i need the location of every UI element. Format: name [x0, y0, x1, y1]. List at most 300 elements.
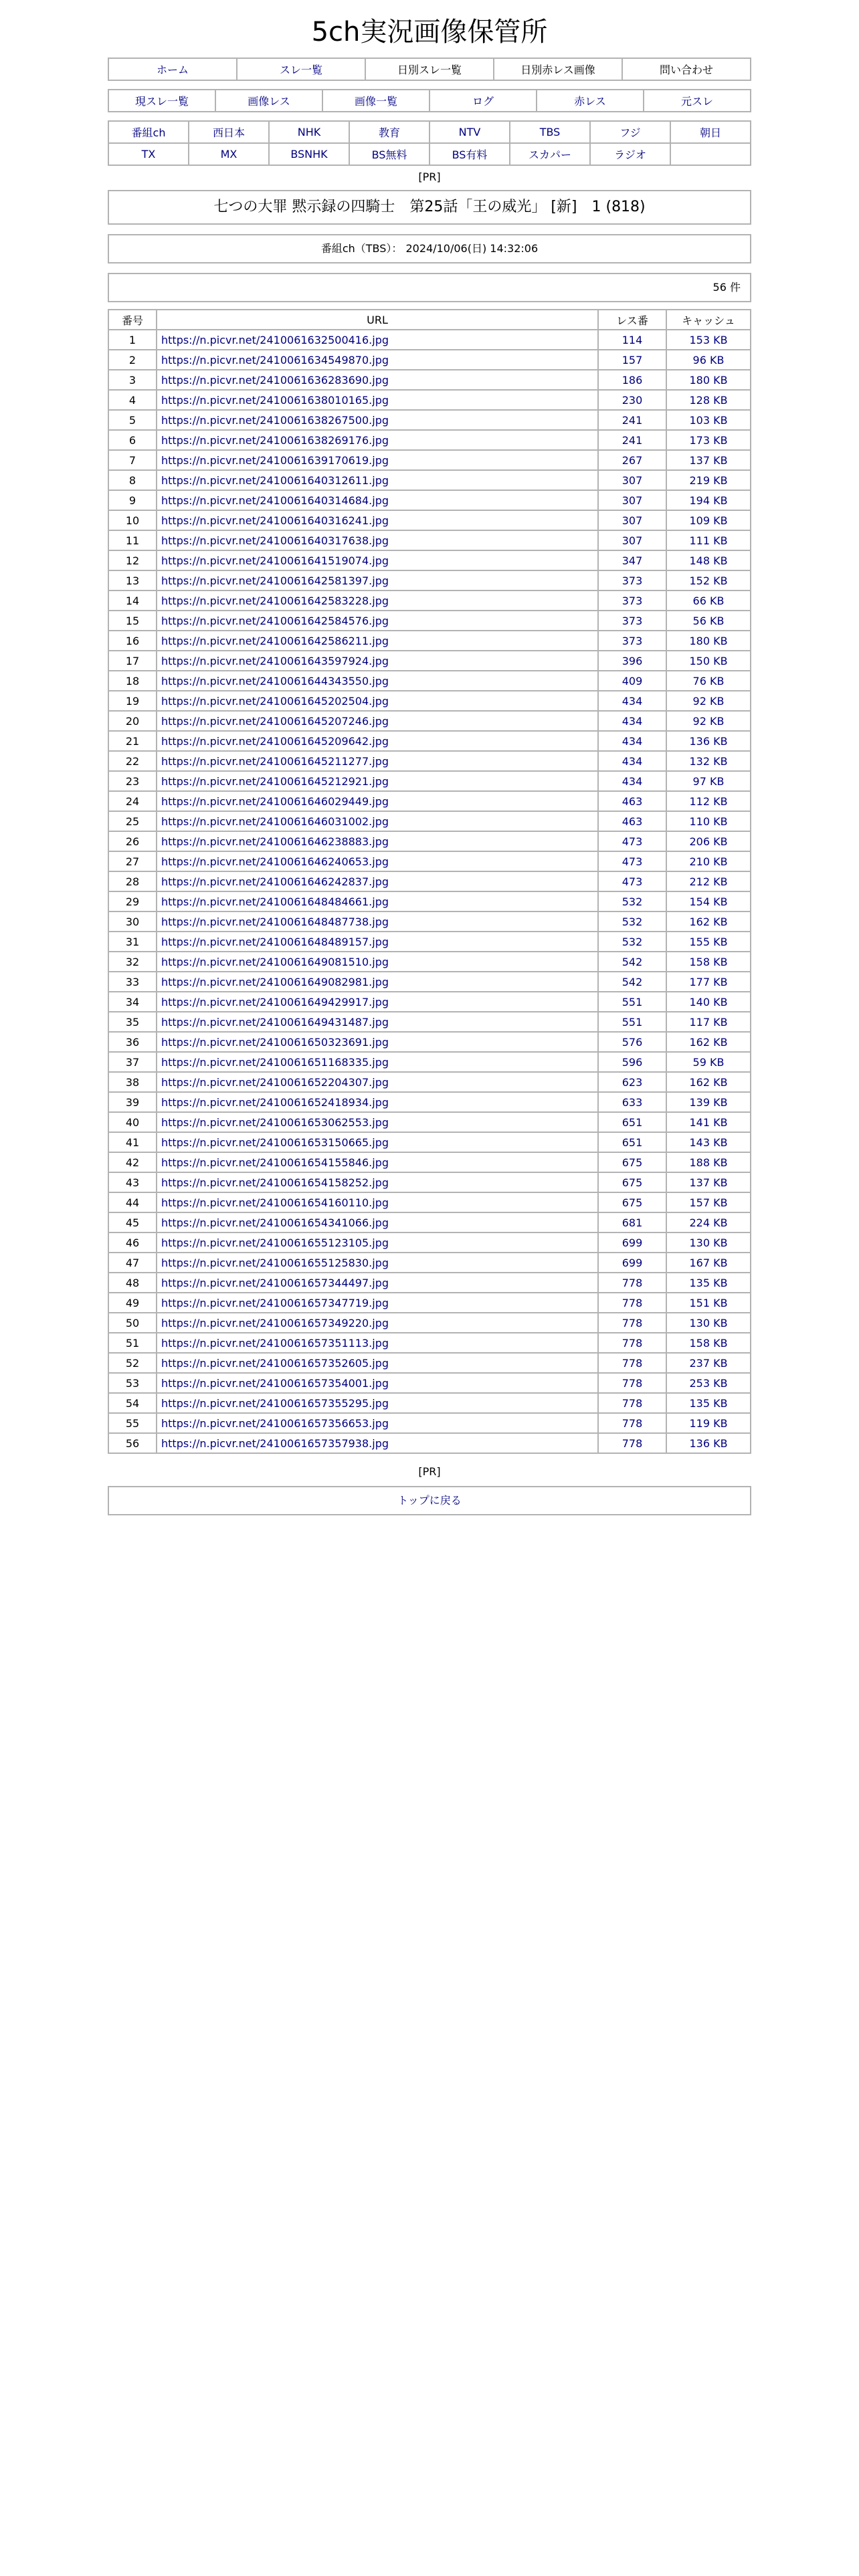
res-number-link[interactable]: 157 — [622, 353, 643, 366]
cache-link[interactable]: 96 KB — [692, 353, 725, 366]
image-url-link[interactable]: https://n.picvr.net/2410061649429917.jpg — [161, 995, 389, 1008]
table-row — [108, 1152, 751, 1172]
channel-link[interactable]: 番組ch — [131, 126, 166, 139]
image-url-link-cell — [157, 470, 598, 490]
cache-link-cell — [666, 1132, 751, 1152]
nav-thread-list-link[interactable]: スレ一覧 — [279, 64, 322, 76]
res-number-link[interactable]: 532 — [622, 935, 643, 948]
back-to-top-link[interactable]: トップに戻る — [397, 1494, 462, 1507]
cache-link[interactable]: 154 KB — [689, 895, 728, 908]
res-number-link[interactable]: 675 — [622, 1176, 643, 1189]
image-url-link[interactable]: https://n.picvr.net/2410061640314684.jpg — [161, 494, 389, 507]
table-row — [108, 831, 751, 851]
res-number-link[interactable]: 651 — [622, 1115, 643, 1129]
cache-link[interactable]: 173 KB — [689, 433, 728, 447]
subnav-image-list-link[interactable]: 画像一覧 — [354, 95, 397, 108]
res-number-link[interactable]: 778 — [622, 1356, 643, 1370]
cache-link[interactable]: 143 KB — [689, 1136, 728, 1149]
image-url-link[interactable]: https://n.picvr.net/2410061638010165.jpg — [161, 393, 389, 407]
res-number-link-cell — [598, 1212, 666, 1232]
res-number-link-cell — [598, 1072, 666, 1092]
image-url-link[interactable]: https://n.picvr.net/2410061650323691.jpg — [161, 1035, 389, 1049]
image-url-link[interactable]: https://n.picvr.net/2410061655123105.jpg — [161, 1236, 389, 1249]
res-number-link[interactable]: 623 — [622, 1075, 643, 1089]
res-number-link[interactable]: 373 — [622, 614, 643, 627]
image-url-link[interactable]: https://n.picvr.net/2410061657344497.jpg — [161, 1276, 389, 1289]
table-row — [108, 952, 751, 972]
channel-link[interactable]: MX — [220, 148, 237, 160]
table-row — [108, 1293, 751, 1313]
image-url-link-cell — [157, 911, 598, 932]
cache-link-cell — [666, 1313, 751, 1333]
cache-link-cell — [666, 1112, 751, 1132]
cache-link-cell — [666, 1052, 751, 1072]
cache-link-cell — [666, 972, 751, 992]
image-url-link-cell — [157, 1433, 598, 1453]
cache-link[interactable]: 117 KB — [689, 1015, 728, 1029]
channel-cell — [510, 121, 590, 143]
channel-link[interactable]: 朝日 — [699, 126, 721, 139]
image-url-link-cell — [157, 1032, 598, 1052]
image-url-link[interactable]: https://n.picvr.net/2410061646240653.jpg — [161, 855, 389, 868]
cache-link-cell — [666, 791, 751, 811]
row-number-cell: 56 — [108, 1433, 157, 1453]
cache-link[interactable]: 135 KB — [689, 1276, 728, 1289]
res-number-link[interactable]: 532 — [622, 915, 643, 928]
res-number-link[interactable]: 373 — [622, 634, 643, 647]
res-number-link[interactable]: 778 — [622, 1396, 643, 1410]
res-number-link[interactable]: 473 — [622, 855, 643, 868]
nav-home-link[interactable]: ホーム — [156, 64, 189, 76]
res-number-link-cell — [598, 671, 666, 691]
image-url-link[interactable]: https://n.picvr.net/2410061657351113.jpg — [161, 1336, 389, 1350]
image-url-link-cell — [157, 370, 598, 390]
cache-link-cell — [666, 1012, 751, 1032]
cache-link-cell — [666, 631, 751, 651]
cache-link-cell — [666, 1253, 751, 1273]
image-url-link-cell — [157, 791, 598, 811]
cache-link[interactable]: 111 KB — [689, 534, 728, 547]
cache-link[interactable]: 130 KB — [689, 1316, 728, 1329]
res-number-link[interactable]: 675 — [622, 1156, 643, 1169]
cache-link[interactable]: 136 KB — [689, 1436, 728, 1450]
cache-link[interactable]: 188 KB — [689, 1156, 728, 1169]
cache-link[interactable]: 167 KB — [689, 1256, 728, 1269]
image-url-link[interactable]: https://n.picvr.net/2410061649081510.jpg — [161, 955, 389, 968]
row-number-cell: 8 — [108, 470, 157, 490]
res-number-link[interactable]: 596 — [622, 1055, 643, 1069]
channel-link[interactable]: ラジオ — [613, 148, 646, 161]
channel-link[interactable]: TX — [141, 148, 156, 160]
res-number-link[interactable]: 434 — [622, 734, 643, 748]
cache-link[interactable]: 224 KB — [689, 1216, 728, 1229]
table-row — [108, 871, 751, 891]
image-url-link[interactable]: https://n.picvr.net/2410061655125830.jpg — [161, 1256, 389, 1269]
res-number-link-cell — [598, 1132, 666, 1152]
image-url-link-cell — [157, 350, 598, 370]
table-row — [108, 1313, 751, 1333]
image-url-link[interactable]: https://n.picvr.net/2410061636283690.jpg — [161, 373, 389, 387]
res-number-link-cell — [598, 731, 666, 751]
res-number-link[interactable]: 463 — [622, 815, 643, 828]
res-number-link[interactable]: 778 — [622, 1376, 643, 1390]
table-row — [108, 1212, 751, 1232]
cache-link[interactable]: 76 KB — [692, 674, 725, 687]
table-row — [108, 972, 751, 992]
table-row — [108, 330, 751, 350]
nav-daily-thread-list-label: 日別スレ一覧 — [397, 64, 462, 76]
image-url-link-cell — [157, 1393, 598, 1413]
channel-link[interactable]: 西日本 — [212, 126, 245, 139]
cache-link[interactable]: 157 KB — [689, 1196, 728, 1209]
image-url-link[interactable]: https://n.picvr.net/2410061657357938.jpg — [161, 1436, 389, 1450]
res-number-link[interactable]: 241 — [622, 433, 643, 447]
cache-link[interactable]: 158 KB — [689, 1336, 728, 1350]
table-row — [108, 771, 751, 791]
res-number-link-cell — [598, 611, 666, 631]
image-table — [108, 309, 751, 1454]
res-number-link[interactable]: 409 — [622, 674, 643, 687]
image-url-link-cell — [157, 390, 598, 410]
cache-link[interactable]: 66 KB — [692, 594, 725, 607]
subnav-current-threads-link[interactable]: 現スレ一覧 — [134, 95, 189, 108]
cache-link-cell — [666, 1293, 751, 1313]
cache-link[interactable]: 119 KB — [689, 1416, 728, 1430]
image-url-link[interactable]: https://n.picvr.net/2410061653150665.jpg — [161, 1136, 389, 1149]
res-number-link[interactable]: 675 — [622, 1196, 643, 1209]
channel-cell — [189, 143, 269, 165]
image-url-link[interactable]: https://n.picvr.net/2410061654160110.jpg — [161, 1196, 389, 1209]
res-number-link[interactable]: 307 — [622, 494, 643, 507]
res-number-link[interactable]: 230 — [622, 393, 643, 407]
table-row — [108, 891, 751, 911]
image-url-link[interactable]: https://n.picvr.net/2410061654155846.jpg — [161, 1156, 389, 1169]
cache-link-cell — [666, 891, 751, 911]
cache-link[interactable]: 162 KB — [689, 1075, 728, 1089]
cache-link[interactable]: 59 KB — [692, 1055, 725, 1069]
channel-cell — [510, 143, 590, 165]
res-number-link[interactable]: 307 — [622, 534, 643, 547]
image-url-link[interactable]: https://n.picvr.net/2410061640312611.jpg — [161, 473, 389, 487]
cache-link[interactable]: 206 KB — [689, 835, 728, 848]
cache-link-cell — [666, 570, 751, 591]
cache-link[interactable]: 162 KB — [689, 915, 728, 928]
cache-link[interactable]: 177 KB — [689, 975, 728, 988]
image-url-link-cell — [157, 1052, 598, 1072]
cache-link[interactable]: 132 KB — [689, 754, 728, 768]
image-url-link[interactable]: https://n.picvr.net/2410061644343550.jpg — [161, 674, 389, 687]
image-url-link[interactable]: https://n.picvr.net/2410061654341066.jpg — [161, 1216, 389, 1229]
res-number-link[interactable]: 396 — [622, 654, 643, 667]
res-number-link[interactable]: 778 — [622, 1336, 643, 1350]
cache-link[interactable]: 135 KB — [689, 1396, 728, 1410]
res-number-link[interactable]: 681 — [622, 1216, 643, 1229]
res-number-link-cell — [598, 430, 666, 450]
cache-link[interactable]: 155 KB — [689, 935, 728, 948]
image-url-link[interactable]: https://n.picvr.net/2410061646029449.jpg — [161, 794, 389, 808]
channel-link[interactable]: BS無料 — [371, 148, 407, 161]
cache-link[interactable]: 110 KB — [689, 815, 728, 828]
res-number-link[interactable]: 473 — [622, 875, 643, 888]
res-number-link[interactable]: 699 — [622, 1236, 643, 1249]
image-url-link[interactable]: https://n.picvr.net/2410061657354001.jpg — [161, 1376, 389, 1390]
image-url-link[interactable]: https://n.picvr.net/2410061646242837.jpg — [161, 875, 389, 888]
res-number-link-cell — [598, 711, 666, 731]
channel-link[interactable]: フジ — [619, 126, 641, 139]
table-row — [108, 1433, 751, 1453]
cache-link-cell — [666, 1273, 751, 1293]
image-url-link[interactable]: https://n.picvr.net/2410061645207246.jpg — [161, 714, 389, 728]
res-number-link[interactable]: 778 — [622, 1436, 643, 1450]
nav-thread-list-cell — [237, 58, 365, 80]
nav-contact-label: 問い合わせ — [659, 64, 713, 76]
image-url-link[interactable]: https://n.picvr.net/2410061649082981.jpg — [161, 975, 389, 988]
row-number-cell: 37 — [108, 1052, 157, 1072]
image-url-link[interactable]: https://n.picvr.net/2410061646238883.jpg — [161, 835, 389, 848]
image-url-link[interactable]: https://n.picvr.net/2410061642583228.jpg — [161, 594, 389, 607]
res-number-link[interactable]: 186 — [622, 373, 643, 387]
cache-link[interactable]: 210 KB — [689, 855, 728, 868]
res-number-link-cell — [598, 570, 666, 591]
res-number-link[interactable]: 241 — [622, 413, 643, 427]
image-url-link-cell — [157, 891, 598, 911]
res-number-link[interactable]: 576 — [622, 1035, 643, 1049]
image-url-link[interactable]: https://n.picvr.net/2410061645209642.jpg — [161, 734, 389, 748]
res-number-link-cell — [598, 1273, 666, 1293]
res-number-link[interactable]: 307 — [622, 473, 643, 487]
cache-link[interactable]: 92 KB — [692, 714, 725, 728]
res-number-link[interactable]: 463 — [622, 794, 643, 808]
cache-link[interactable]: 219 KB — [689, 473, 728, 487]
cache-link[interactable]: 153 KB — [689, 333, 728, 346]
image-url-link-cell — [157, 330, 598, 350]
res-number-link[interactable]: 778 — [622, 1276, 643, 1289]
channel-cell — [349, 121, 430, 143]
image-url-link-cell — [157, 1212, 598, 1232]
cache-link[interactable]: 162 KB — [689, 1035, 728, 1049]
image-url-link[interactable]: https://n.picvr.net/2410061653062553.jpg — [161, 1115, 389, 1129]
cache-link-cell — [666, 1152, 751, 1172]
res-number-link[interactable]: 434 — [622, 754, 643, 768]
res-number-link[interactable]: 434 — [622, 774, 643, 788]
image-url-link[interactable]: https://n.picvr.net/2410061652204307.jpg — [161, 1075, 389, 1089]
back-to-top-box — [108, 1486, 751, 1515]
table-row — [108, 811, 751, 831]
res-number-link[interactable]: 532 — [622, 895, 643, 908]
res-number-link[interactable]: 778 — [622, 1296, 643, 1309]
subnav-red-res-link[interactable]: 赤レス — [574, 95, 606, 108]
res-number-link[interactable]: 373 — [622, 594, 643, 607]
image-url-link-cell — [157, 831, 598, 851]
res-number-link[interactable]: 778 — [622, 1416, 643, 1430]
cache-link[interactable]: 253 KB — [689, 1376, 728, 1390]
row-number-cell: 29 — [108, 891, 157, 911]
res-number-link[interactable]: 434 — [622, 714, 643, 728]
image-url-link[interactable]: https://n.picvr.net/2410061648484661.jpg — [161, 895, 389, 908]
res-number-link[interactable]: 551 — [622, 1015, 643, 1029]
image-url-link[interactable]: https://n.picvr.net/2410061632500416.jpg — [161, 333, 389, 346]
channel-link[interactable]: 教育 — [378, 126, 400, 139]
channel-cell-empty — [670, 143, 751, 165]
image-url-link[interactable]: https://n.picvr.net/2410061643597924.jpg — [161, 654, 389, 667]
cache-link[interactable]: 103 KB — [689, 413, 728, 427]
table-row — [108, 911, 751, 932]
res-number-link[interactable]: 778 — [622, 1316, 643, 1329]
image-url-link[interactable]: https://n.picvr.net/2410061657349220.jpg — [161, 1316, 389, 1329]
row-number-cell: 2 — [108, 350, 157, 370]
res-number-link[interactable]: 651 — [622, 1136, 643, 1149]
cache-link[interactable]: 152 KB — [689, 574, 728, 587]
row-number-cell: 51 — [108, 1333, 157, 1353]
image-url-link[interactable]: https://n.picvr.net/2410061646031002.jpg — [161, 815, 389, 828]
cache-link-cell — [666, 350, 751, 370]
res-number-link-cell — [598, 1393, 666, 1413]
res-number-link[interactable]: 373 — [622, 574, 643, 587]
image-url-link-cell — [157, 851, 598, 871]
table-row — [108, 1072, 751, 1092]
row-number-cell: 50 — [108, 1313, 157, 1333]
row-number-cell: 25 — [108, 811, 157, 831]
thread-title: 七つの大罪 黙示録の四騎士 第25話「王の威光」 [新] 1 (818) — [108, 190, 751, 225]
image-url-link[interactable]: https://n.picvr.net/2410061648489157.jpg — [161, 935, 389, 948]
channel-link[interactable]: スカパー — [528, 148, 571, 161]
cache-link[interactable]: 137 KB — [689, 453, 728, 467]
row-number-cell: 44 — [108, 1192, 157, 1212]
cache-link[interactable]: 140 KB — [689, 995, 728, 1008]
row-number-cell: 5 — [108, 410, 157, 430]
image-url-link-cell — [157, 1072, 598, 1092]
cache-link[interactable]: 194 KB — [689, 494, 728, 507]
image-url-link-cell — [157, 530, 598, 550]
image-url-link[interactable]: https://n.picvr.net/2410061657355295.jpg — [161, 1396, 389, 1410]
res-number-link[interactable]: 267 — [622, 453, 643, 467]
cache-link[interactable]: 150 KB — [689, 654, 728, 667]
table-row — [108, 731, 751, 751]
res-number-link[interactable]: 347 — [622, 554, 643, 567]
image-url-link[interactable]: https://n.picvr.net/2410061657356653.jpg — [161, 1416, 389, 1430]
image-url-link[interactable]: https://n.picvr.net/2410061639170619.jpg — [161, 453, 389, 467]
res-number-link-cell — [598, 631, 666, 651]
image-url-link[interactable]: https://n.picvr.net/2410061642581397.jpg — [161, 574, 389, 587]
res-number-link[interactable]: 434 — [622, 694, 643, 708]
row-number-cell: 9 — [108, 490, 157, 510]
cache-link[interactable]: 148 KB — [689, 554, 728, 567]
image-url-link[interactable]: https://n.picvr.net/2410061638269176.jpg — [161, 433, 389, 447]
page-container — [108, 0, 751, 1515]
image-url-link[interactable]: https://n.picvr.net/2410061641519074.jpg — [161, 554, 389, 567]
subnav-log-link[interactable]: ログ — [472, 95, 494, 108]
channel-link[interactable]: NTV — [458, 126, 481, 138]
image-url-link[interactable]: https://n.picvr.net/2410061651168335.jpg — [161, 1055, 389, 1069]
cache-link-cell — [666, 731, 751, 751]
image-url-link[interactable]: https://n.picvr.net/2410061645202504.jpg — [161, 694, 389, 708]
cache-link-cell — [666, 1072, 751, 1092]
channel-link[interactable]: BSNHK — [290, 148, 328, 160]
cache-link[interactable]: 180 KB — [689, 634, 728, 647]
res-number-link[interactable]: 633 — [622, 1095, 643, 1109]
table-row — [108, 611, 751, 631]
image-url-link[interactable]: https://n.picvr.net/2410061640316241.jpg — [161, 514, 389, 527]
cache-link[interactable]: 237 KB — [689, 1356, 728, 1370]
image-url-link-cell — [157, 731, 598, 751]
cache-link[interactable]: 212 KB — [689, 875, 728, 888]
res-number-link[interactable]: 542 — [622, 975, 643, 988]
image-url-link[interactable]: https://n.picvr.net/2410061642584576.jpg — [161, 614, 389, 627]
table-row — [108, 1353, 751, 1373]
image-url-link-cell — [157, 1232, 598, 1253]
cache-link[interactable]: 109 KB — [689, 514, 728, 527]
res-number-link-cell — [598, 1092, 666, 1112]
image-url-link-cell — [157, 450, 598, 470]
image-url-link[interactable]: https://n.picvr.net/2410061645212921.jpg — [161, 774, 389, 788]
cache-link[interactable]: 158 KB — [689, 955, 728, 968]
image-url-link[interactable]: https://n.picvr.net/2410061657352605.jpg — [161, 1356, 389, 1370]
image-url-link[interactable]: https://n.picvr.net/2410061640317638.jpg — [161, 534, 389, 547]
cache-link[interactable]: 151 KB — [689, 1296, 728, 1309]
cache-link[interactable]: 92 KB — [692, 694, 725, 708]
res-number-link[interactable]: 699 — [622, 1256, 643, 1269]
image-url-link[interactable]: https://n.picvr.net/2410061638267500.jpg — [161, 413, 389, 427]
image-url-link-cell — [157, 570, 598, 591]
cache-link[interactable]: 97 KB — [692, 774, 725, 788]
image-url-link[interactable]: https://n.picvr.net/2410061648487738.jpg — [161, 915, 389, 928]
subnav-original-thread-link[interactable]: 元スレ — [680, 95, 713, 108]
table-row — [108, 470, 751, 490]
image-url-link[interactable]: https://n.picvr.net/2410061652418934.jpg — [161, 1095, 389, 1109]
cache-link[interactable]: 180 KB — [689, 373, 728, 387]
subnav-image-res-link[interactable]: 画像レス — [248, 95, 290, 108]
res-number-link[interactable]: 307 — [622, 514, 643, 527]
res-number-link[interactable]: 114 — [622, 333, 643, 346]
cache-link[interactable]: 128 KB — [689, 393, 728, 407]
res-number-link[interactable]: 551 — [622, 995, 643, 1008]
image-url-link[interactable]: https://n.picvr.net/2410061634549870.jpg — [161, 353, 389, 366]
image-url-link[interactable]: https://n.picvr.net/2410061642586211.jpg — [161, 634, 389, 647]
image-url-link-cell — [157, 1132, 598, 1152]
row-number-cell: 12 — [108, 550, 157, 570]
channel-link[interactable]: NHK — [297, 126, 321, 138]
res-number-link-cell — [598, 1152, 666, 1172]
res-number-link[interactable]: 542 — [622, 955, 643, 968]
image-url-link[interactable]: https://n.picvr.net/2410061645211277.jpg — [161, 754, 389, 768]
cache-link-cell — [666, 691, 751, 711]
res-number-link-cell — [598, 410, 666, 430]
image-url-link-cell — [157, 1293, 598, 1313]
res-number-link-cell — [598, 891, 666, 911]
cache-link[interactable]: 137 KB — [689, 1176, 728, 1189]
channel-link[interactable]: TBS — [539, 126, 561, 138]
image-url-link[interactable]: https://n.picvr.net/2410061649431487.jpg — [161, 1015, 389, 1029]
image-url-link-cell — [157, 1192, 598, 1212]
cache-link[interactable]: 112 KB — [689, 794, 728, 808]
channel-cell — [108, 121, 189, 143]
res-number-link-cell — [598, 691, 666, 711]
table-row — [108, 450, 751, 470]
table-row — [108, 350, 751, 370]
cache-link[interactable]: 136 KB — [689, 734, 728, 748]
channel-link[interactable]: BS有料 — [452, 148, 488, 161]
image-url-link[interactable]: https://n.picvr.net/2410061654158252.jpg — [161, 1176, 389, 1189]
table-row — [108, 530, 751, 550]
table-row — [108, 1253, 751, 1273]
cache-link[interactable]: 141 KB — [689, 1115, 728, 1129]
cache-link[interactable]: 56 KB — [692, 614, 725, 627]
image-url-link[interactable]: https://n.picvr.net/2410061657347719.jpg — [161, 1296, 389, 1309]
res-number-link[interactable]: 473 — [622, 835, 643, 848]
image-url-link-cell — [157, 490, 598, 510]
cache-link[interactable]: 130 KB — [689, 1236, 728, 1249]
cache-link[interactable]: 139 KB — [689, 1095, 728, 1109]
